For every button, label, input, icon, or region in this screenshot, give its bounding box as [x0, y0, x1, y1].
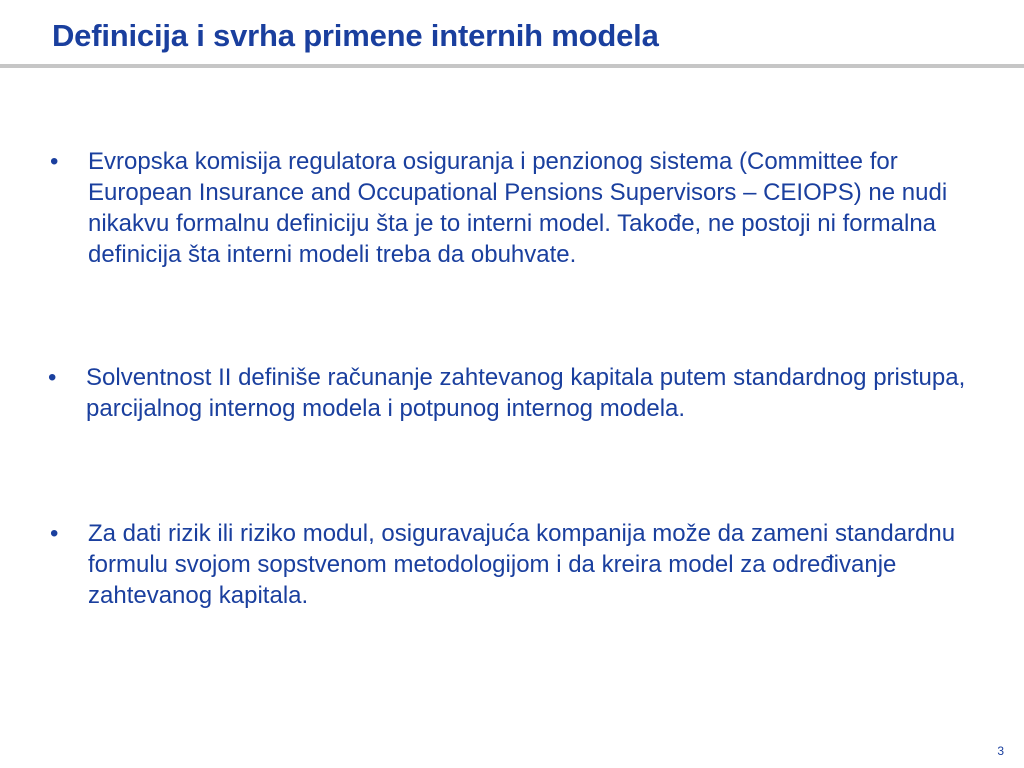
bullet-point-icon: •	[50, 520, 59, 547]
bullet-item-risk-module	[50, 518, 968, 611]
bullet-point-icon: •	[48, 364, 57, 391]
bullet-text: Solventnost II definiše računanje zahtevanog kapitala putem standardnog pristupa, parcijalnog internog modela i potpunog internog modela.	[86, 364, 966, 422]
bullet-text: Evropska komisija regulatora osiguranja i penzionog sistema (Committee for European Insurance and Occupational Pensions Supervisors – CEIOPS) ne nudi nikakvu formalnu definiciju šta je to interni model. Takođe, ne postoji ni formalna definicija šta interni modeli treba da obuhvate.	[88, 148, 948, 268]
bullet-item-ceiops	[50, 146, 968, 270]
bullet-point-icon: •	[50, 148, 59, 175]
bullet-text: Za dati rizik ili riziko modul, osiguravajuća kompanija može da zameni standardnu formulu svojom sopstvenom metodologijom i da kreira model za određivanje zahtevanog kapitala.	[88, 520, 956, 609]
bullet-item-solvency-ii	[48, 362, 966, 424]
slide-title: Definicija i svrha primene internih modela	[52, 18, 659, 53]
title-divider	[0, 64, 1024, 68]
page-number: 3	[997, 744, 1004, 758]
